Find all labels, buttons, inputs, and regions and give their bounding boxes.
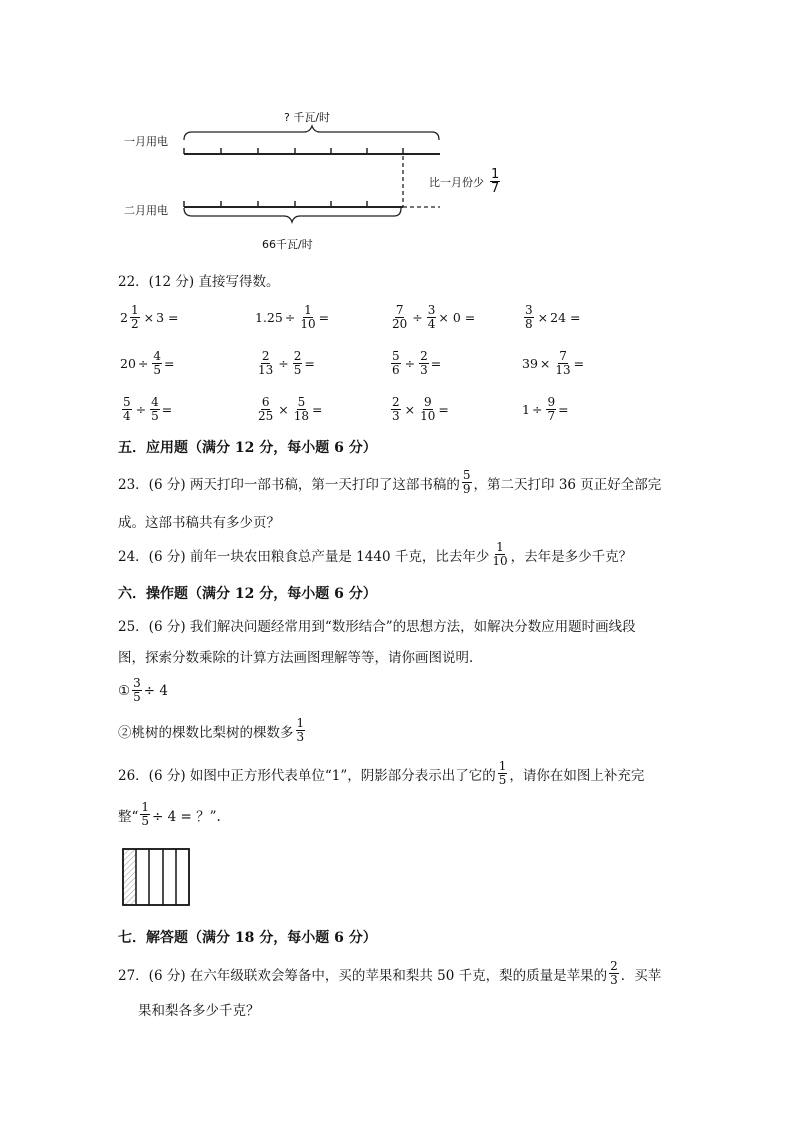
- bottom-label: 66千瓦/时: [262, 238, 313, 251]
- calc-f2n: 5: [297, 395, 306, 409]
- top-brace: [184, 126, 439, 140]
- calc-rest: =: [558, 402, 569, 417]
- calc-item: [120, 350, 175, 377]
- section-5-heading: 五．应用题（满分 12 分，每小题 6 分）: [118, 440, 377, 456]
- q27-line1: [118, 960, 661, 987]
- calc-f1d: 13: [258, 363, 274, 377]
- calc-f2n: 3: [427, 303, 436, 317]
- calc-op: ×: [537, 310, 549, 325]
- calc-fraction: [257, 396, 274, 423]
- bottom-brace: [184, 208, 401, 222]
- q25-sub1-mark: ①: [118, 682, 131, 699]
- calc-item: [120, 396, 172, 423]
- calc-f2n: 4: [151, 395, 159, 409]
- q27-text-a: 27．(6 分) 在六年级联欢会筹备中，买的苹果和梨共 50 千克，梨的质量是苹果的: [118, 967, 608, 984]
- calc-f2d: 5: [293, 363, 302, 377]
- calc-op: ×: [404, 402, 416, 417]
- calc-f1d: 25: [258, 409, 274, 423]
- section-6-heading: 六．操作题（满分 12 分，每小题 6 分）: [118, 586, 377, 602]
- calc-fraction: [293, 350, 303, 377]
- calc-lead: 1: [522, 402, 530, 417]
- side-label-text: 比一月份少: [429, 175, 484, 189]
- calc-rest: =: [161, 402, 173, 417]
- calc-f1d: 8: [525, 317, 533, 331]
- q25-line1: 25．(6 分) 我们解决问题经常用到“数形结合”的思想方法，如解决分数应用题时画线段: [118, 619, 636, 635]
- calc-f2d: 5: [151, 409, 159, 423]
- calc-op: ÷: [531, 402, 543, 417]
- calc-op: ÷: [137, 356, 149, 371]
- q24-line: [118, 541, 632, 568]
- row2-label: 二月用电: [124, 204, 168, 217]
- q27-fraction: $\frac{2}{3}$: [610, 959, 618, 987]
- q26-line2: [118, 801, 221, 828]
- q24-fraction: $\frac{1}{10}$: [492, 540, 508, 568]
- calc-f1n: 4: [153, 349, 162, 363]
- calc-op: ×: [143, 310, 155, 325]
- q25-sub2-text: ②桃树的棵数比梨树的棵数多: [118, 724, 294, 741]
- calc-rest: 3 =: [156, 310, 179, 325]
- q23-text-a: 23．(6 分) 两天打印一部书稿，第一天打印了这部书稿的: [118, 476, 460, 493]
- q22-title: 22．(12 分) 直接写得数。: [118, 274, 280, 290]
- calc-fraction: [419, 396, 436, 423]
- shaded-fifth: [123, 849, 136, 905]
- q25-sub2: [118, 717, 307, 744]
- q23-line1: [118, 469, 661, 496]
- calc-f1n: 2: [392, 395, 400, 409]
- q26-text-a: 26．(6 分) 如图中正方形代表单位“1”，阴影部分表示出了它的: [118, 767, 496, 784]
- calc-f1n: 7: [395, 303, 404, 317]
- calc-f1n: 5: [392, 349, 400, 363]
- calc-op: ×: [278, 402, 289, 417]
- q27-text-b: ．买苹: [620, 967, 662, 984]
- calc-f1d: 5: [153, 363, 162, 377]
- calc-fraction: [122, 396, 132, 423]
- calc-item: [389, 304, 475, 331]
- q26-text-b: ，请你在如图上补充完: [509, 767, 645, 784]
- q25-sub1-rest: ÷ 4: [143, 682, 168, 699]
- calc-item: [255, 396, 323, 423]
- calc-f1n: 6: [261, 395, 270, 409]
- calc-fraction: [299, 304, 316, 331]
- calc-f1d: 2: [130, 317, 139, 331]
- calc-fraction: [130, 304, 140, 331]
- calc-f1d: 6: [392, 363, 400, 377]
- calc-item: [522, 304, 580, 331]
- calc-f1n: 2: [261, 349, 270, 363]
- calc-op: ÷: [412, 310, 423, 325]
- calc-rest: =: [304, 356, 315, 371]
- q26-fraction-2: $\frac{1}{5}$: [141, 800, 150, 828]
- calc-f1d: 20: [392, 317, 408, 331]
- calc-item: [522, 350, 584, 377]
- calc-op: ÷: [284, 310, 296, 325]
- q26-line1: [118, 760, 644, 787]
- q26-text-c2: ÷ 4 = ？”.: [152, 808, 221, 825]
- calc-f1d: 7: [547, 409, 556, 423]
- calc-op: ÷: [278, 356, 289, 371]
- calc-op: ×: [539, 356, 551, 371]
- calc-rest: =: [438, 402, 449, 417]
- calc-item: [255, 350, 315, 377]
- calc-item: [389, 350, 441, 377]
- calc-rest: × 0 =: [438, 310, 476, 325]
- q25-sub2-fraction: $\frac{1}{3}$: [296, 716, 305, 744]
- calc-rest: =: [164, 356, 175, 371]
- q25-sub1: [118, 677, 168, 704]
- q26-fraction: $\frac{1}{5}$: [498, 759, 507, 787]
- side-frac-den: 7: [491, 181, 500, 196]
- calc-fraction: [391, 396, 401, 423]
- calc-f1n: 3: [525, 303, 533, 317]
- calc-f1n: 1: [130, 303, 139, 317]
- diagram-lines: [0, 0, 794, 260]
- calc-item: [389, 396, 449, 423]
- section-7-heading: 七．解答题（满分 18 分，每小题 6 分）: [118, 930, 377, 946]
- calc-lead: 1.25: [255, 310, 283, 325]
- calc-fraction: [257, 350, 274, 377]
- q25-sub1-fraction: $\frac{3}{5}$: [133, 676, 141, 704]
- calc-f1n: 7: [559, 349, 567, 363]
- calc-fraction: [152, 350, 162, 377]
- calc-f1d: 10: [300, 317, 316, 331]
- calc-f1d: 3: [392, 409, 400, 423]
- calc-fraction: [419, 350, 429, 377]
- top-label: ? 千瓦/时: [284, 111, 331, 124]
- calc-fraction: [546, 396, 556, 423]
- calc-item: [255, 304, 329, 331]
- calc-fraction: [524, 304, 534, 331]
- q27-line2: 果和梨各多少千克？: [138, 1003, 260, 1019]
- q24-text-a: 24．(6 分) 前年一块农田粮食总产量是 1440 千克，比去年少: [118, 548, 490, 565]
- calc-lead: 39: [522, 356, 538, 371]
- calc-f1n: 1: [304, 303, 312, 317]
- calc-f2n: 9: [423, 395, 432, 409]
- calc-f2d: 18: [293, 409, 310, 423]
- calc-op: ÷: [404, 356, 416, 371]
- q23-text-b: ，第二天打印 36 页正好全部完: [473, 476, 662, 493]
- calc-f2d: 4: [427, 317, 436, 331]
- calc-fraction: [391, 350, 401, 377]
- calc-f1d: 4: [123, 409, 131, 423]
- q25-line2: 图，探索分数乘除的计算方法画图理解等等，请你画图说明．: [118, 650, 483, 666]
- q23-fraction: $\frac{5}{9}$: [462, 468, 471, 496]
- calc-rest: 24 =: [550, 310, 581, 325]
- calc-rest: =: [312, 402, 323, 417]
- calc-rest: =: [430, 356, 442, 371]
- calc-rest: =: [318, 310, 330, 325]
- q23-line2: 成。这部书稿共有多少页？: [118, 515, 280, 531]
- calc-fraction: [427, 304, 437, 331]
- calc-lead: 20: [120, 356, 136, 371]
- calc-item: [120, 304, 178, 331]
- calc-f1n: 9: [547, 395, 556, 409]
- calc-op: ÷: [135, 402, 147, 417]
- calc-fraction: [391, 304, 408, 331]
- calc-fraction: [293, 396, 310, 423]
- calc-item: [522, 396, 569, 423]
- calc-f2d: 3: [420, 363, 428, 377]
- row1-label: 一月用电: [124, 135, 168, 148]
- side-frac-num: 1: [491, 167, 500, 182]
- calc-f1d: 13: [555, 363, 571, 377]
- calc-rest: =: [573, 356, 585, 371]
- calc-whole: 2: [120, 310, 128, 325]
- calc-f1n: 5: [123, 395, 131, 409]
- q24-text-b: ，去年是多少千克？: [510, 548, 633, 565]
- q26-text-c1: 整“: [118, 808, 139, 825]
- unit-square-figure: [120, 847, 192, 907]
- calc-f2n: 2: [420, 349, 428, 363]
- calc-f2n: 2: [293, 349, 302, 363]
- calc-f2d: 10: [420, 409, 436, 423]
- calc-fraction: [554, 350, 571, 377]
- calc-fraction: [150, 396, 160, 423]
